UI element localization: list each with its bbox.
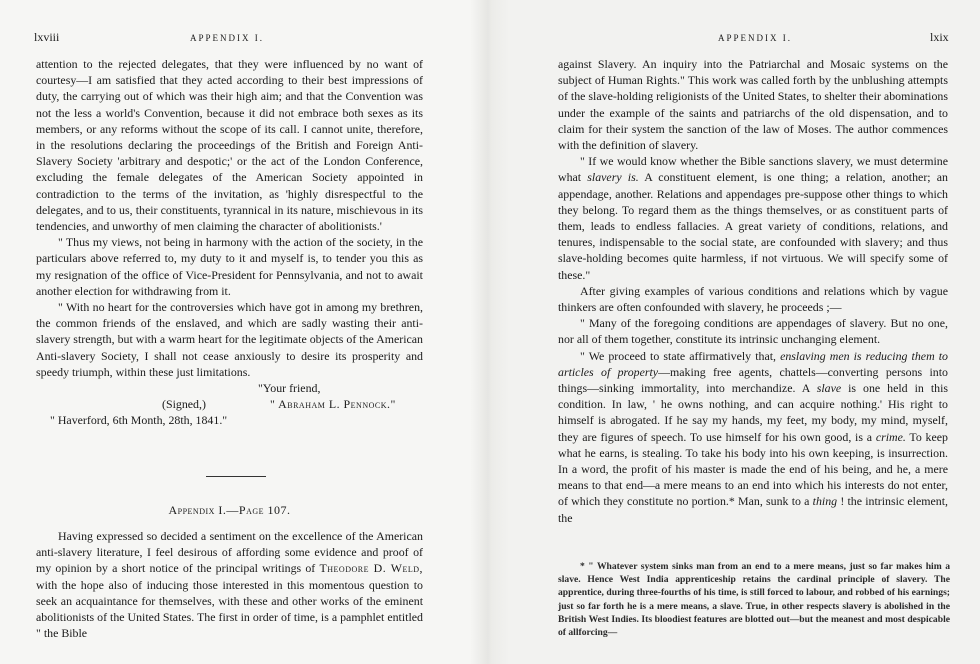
left-para-4: Having expressed so decided a sentiment on the excellence of the American anti-slavery literature, I feel desirous of affording some evidence and proof of my opinion by a short notice of the principal writings of Theodore D. Weld, with the hope also of inducing those interested in this momentous question to seek an acquaintance for themselves, with these and other works of the eminent abolitionists of the United States. The first in order of time, is a pamphlet entitled " the Bible: [36, 529, 423, 641]
right-running-head: APPENDIX I.: [718, 33, 793, 43]
section-heading: Appendix I.—Page 107.: [168, 503, 291, 517]
section-divider: [206, 476, 266, 477]
left-running-head: APPENDIX I.: [190, 33, 265, 43]
book-gutter: [470, 0, 510, 664]
signer-name: " Abraham L. Pennock.": [270, 397, 396, 412]
left-body-2: [36, 528, 423, 641]
closing: "Your friend,: [258, 381, 321, 396]
left-para-3: " With no heart for the controversies which have got in among my brethren, the common friends of the enslaved, and which are sadly wasting their anti-slavery strength, but with a warm heart for the legitimate objects of the American Anti-slavery Society, I shall not cease anxiously to desire its prosperity and speedy triumph, within these just limitations.: [36, 300, 423, 379]
left-folio: lxviii: [34, 30, 60, 44]
footnote: * " Whatever system sinks man from an end to a mere means, just so far makes him a slave. Hence West India apprenticeship retains the cardinal principle of slavery. The apprentice, during three-fourths of his time, is still forced to labour, and robbed of his earnings; just so far forth he is a mere means, a slave. True, in other respects slavery is abolished in the British West Indies. Its bloodiest features are blotted out—but the meanest and most despicable of allforcing—: [558, 561, 950, 639]
left-body: [36, 56, 423, 429]
left-para-1: attention to the rejected delegates, that they were influenced by no want of courtesy—I am satisfied that they acted according to their best impressions of duty, the carrying out of which was their high aim; and that the Convention was not the less a world's Convention, because it did not embrace both sexes as its members, or any reforms without the scope of its call. I cannot unite, therefore, in the resolutions declaring the proceedings of the British and Foreign Anti-Slavery Society 'arbitrary and despotic;' or the act of the London Conference, excluding the female delegates of the American Society appointed in contradiction to the terms of the invitation, as 'highly disrespectful to the delegates, and to us, their constituents, tyrannical in its nature, mischievous in its tendencies, and unworthy of men claiming the character of abolitionists.': [36, 57, 423, 234]
dateline: " Haverford, 6th Month, 28th, 1841.": [50, 413, 228, 428]
left-para-2: " Thus my views, not being in harmony with the action of the society, in the particulars above referred to, my duty to it and myself is, to tender you this as my resignation of the office of Vice-President for Pennsylvania, and not to await another election for withdrawing from it.: [36, 235, 423, 298]
right-para-5: " We proceed to state affirmatively that, enslaving men is reducing them to articles of property—making free agents, chattels—converting persons into things—sinking immortality, into merchandize. A slave is one held in this condition. In law, ' he owns nothing, and can acquire nothing.' His right to himself is abrogated. If he say my hands, my feet, my body, my mind, myself, they are figures of speech. To use himself for his own good, is a crime. To keep what he earns, is stealing. To take his body into his own keeping, is insurrection. In a word, the profit of his master is made the end of his being, and he, a mere means to that end—a mere means to an end into which his interests do not enter, of which they constitute no portion.* Man, sunk to a thing ! the intrinsic element, the: [558, 348, 948, 525]
right-para-3: After giving examples of various conditions and relations which by vague thinkers are often confounded with slavery, he proceeds ;—: [558, 283, 948, 315]
left-page: [0, 0, 470, 664]
right-para-1: against Slavery. An inquiry into the Patriarchal and Mosaic systems on the subject of Human Rights." This work was called forth by the unblushing attempts of the slave-holding religionists of the United States, to shelter their abominations under the example of the saints and patriarchs of the old dispensation, and to claim for their system the sanction of the law of Moses. The author commences with the definition of slavery.: [558, 57, 948, 153]
signature-line: [36, 396, 423, 412]
right-folio: lxix: [930, 30, 949, 44]
signed-label: (Signed,): [162, 397, 206, 412]
right-para-4: " Many of the foregoing conditions are appendages of slavery. But no one, nor all of them together, constitute its intrinsic unchanging element.: [558, 316, 948, 347]
weld-name: Theodore D. Weld,: [319, 561, 423, 576]
right-para-2: " If we would know whether the Bible sanctions slavery, we must determine what slavery is. A constituent element, is one thing; a relation, another; an appendage, another. Relations and appendages pre-suppose other things to which they belong. To regard them as the things themselves, or as constituent parts of them, leads to endless fallacies. A great variety of conditions, relations, and tenures, indispensable to the social state, are confounded with slavery; and thus slave-holding becomes quite harmless, if not virtuous. We will specify some of these.": [558, 154, 948, 282]
right-body: [558, 56, 948, 526]
right-page: [510, 0, 980, 664]
